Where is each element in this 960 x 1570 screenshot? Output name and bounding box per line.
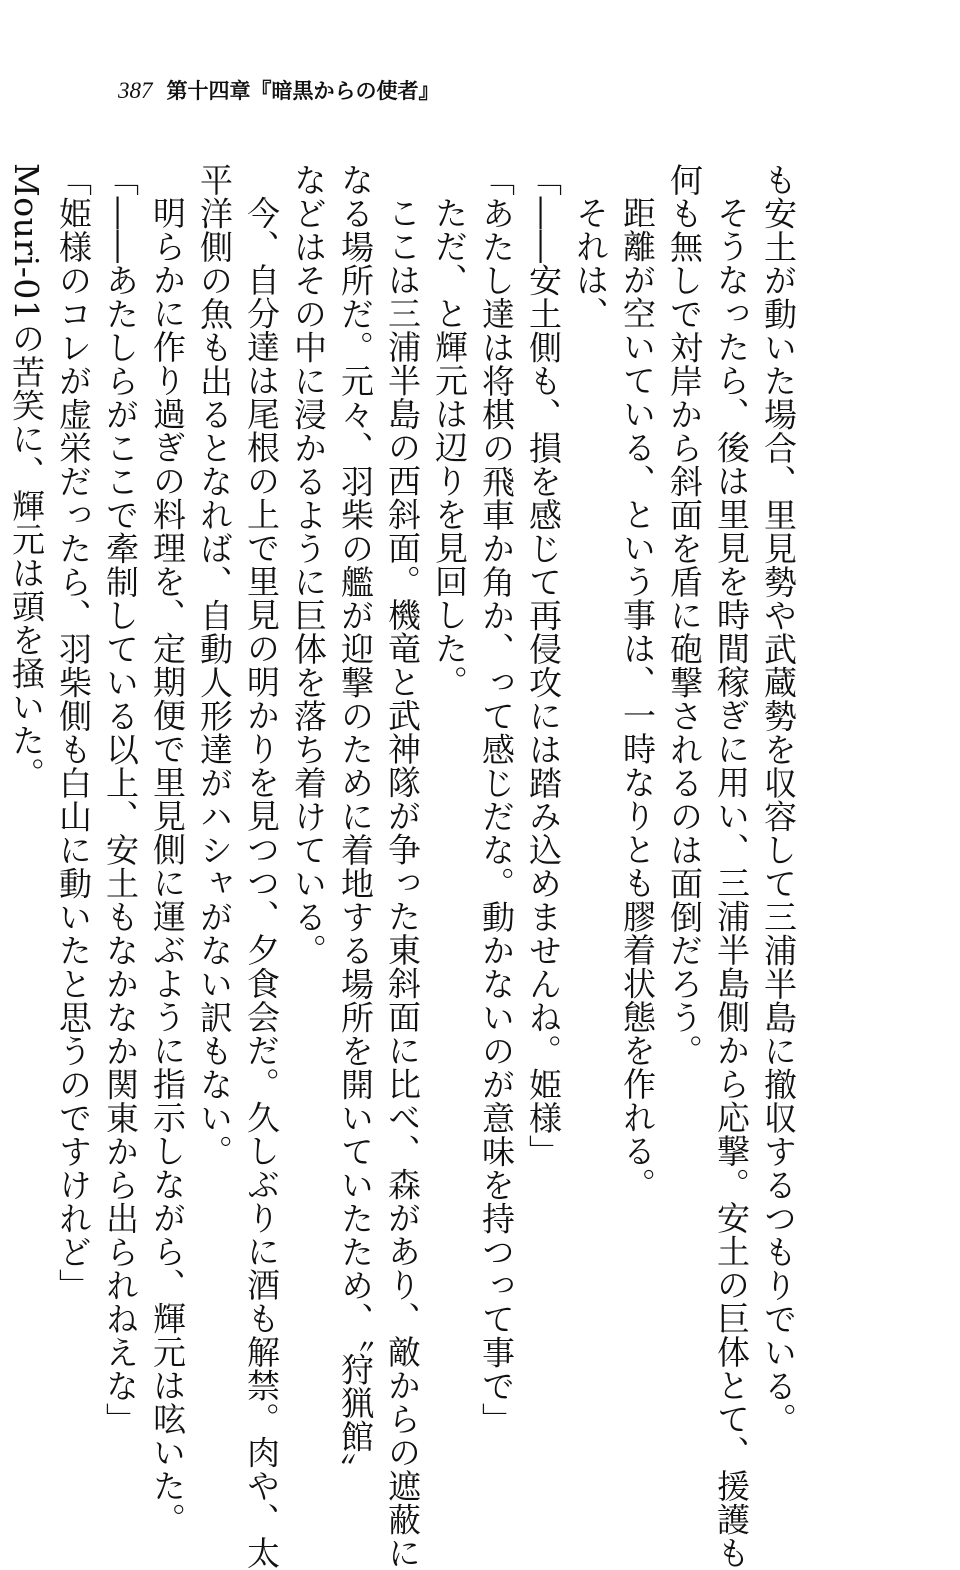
text-line: などはその中に浸かるように巨体を落ち着けている。 bbox=[289, 163, 328, 967]
text-line: 距離が空いている、という事は、一時なりとも膠着状態を作れる。 bbox=[618, 196, 657, 1201]
text-line: ここは三浦半島の西斜面。機竜と武神隊が争った東斜面に比べ、森があり、敵からの遮蔽に bbox=[383, 196, 422, 1570]
text-line: そうなったら、後は里見を時間稼ぎに用い、三浦半島側から応撃。安土の巨体とて、援護も bbox=[712, 196, 751, 1570]
text-line: 今、自分達は尾根の上で里見の明かりを見つつ、夕食会だ。久しぶりに酒も解禁。肉や、太 bbox=[242, 196, 281, 1570]
text-line: 何も無しで対岸から斜面を盾に砲撃されるのは面倒だろう。 bbox=[665, 163, 704, 1068]
running-header bbox=[118, 78, 440, 104]
text-line: なる場所だ。元々、羽柴の艦が迎撃のために着地する場所を開いていたため、〝狩猟館〟 bbox=[336, 163, 375, 1487]
text-line: Mouri-01の苦笑に、輝元は頭を掻いた。 bbox=[7, 163, 46, 791]
text-line: も安土が動いた場合、里見勢や武蔵勢を収容して三浦半島に撤収するつもりでいる。 bbox=[759, 163, 798, 1436]
vertical-body-text bbox=[3, 163, 802, 1570]
text-line: 「あたし達は将棋の飛車か角か、って感じだな。動かないのが意味を持つって事で」 bbox=[477, 163, 516, 1436]
text-line: 明らかに作り過ぎの料理を、定期便で里見側に運ぶように指示しながら、輝元は呟いた。 bbox=[148, 196, 187, 1536]
text-line: 「姫様のコレが虚栄だったら、羽柴側も白山に動いたと思うのですけれど」 bbox=[54, 163, 93, 1302]
page-number: 387 bbox=[118, 78, 153, 103]
text-line: それは、 bbox=[571, 196, 610, 330]
text-line: 「――安土側も、損を感じて再侵攻には踏み込めませんね。姫様」 bbox=[524, 163, 563, 1168]
text-line: 「――あたしらがここで牽制している以上、安土もなかなか関東から出られねえな」 bbox=[101, 163, 140, 1436]
text-line: 平洋側の魚も出るとなれば、自動人形達がハシャがない訳もない。 bbox=[195, 163, 234, 1168]
chapter-title: 第十四章『暗黒からの使者』 bbox=[166, 78, 440, 103]
text-line: ただ、と輝元は辺りを見回した。 bbox=[430, 196, 469, 699]
